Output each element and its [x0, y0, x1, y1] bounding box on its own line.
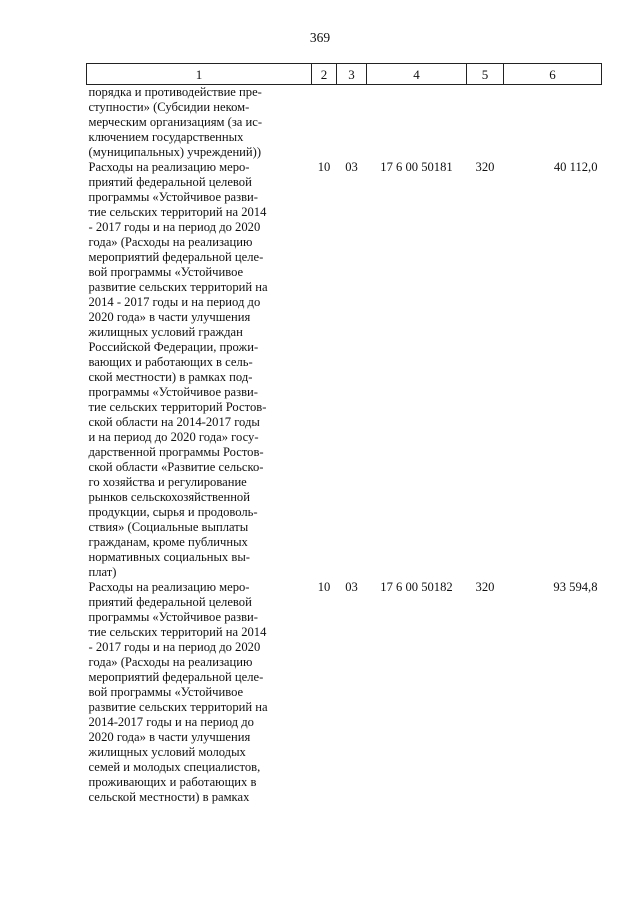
description-line: мероприятий федеральной целе- — [88, 250, 264, 264]
description-line: порядка и противодействие пре- — [88, 85, 262, 99]
row-description — [87, 580, 312, 805]
header-col-4: 4 — [367, 64, 467, 85]
description-line: вой программы «Устойчивое — [88, 265, 244, 279]
expense-type-code: 320 — [475, 160, 495, 174]
description-line: продукции, сырья и продоволь- — [88, 505, 258, 519]
description-line: жилищных условий граждан — [88, 325, 243, 339]
description-line: и на период до 2020 года» госу- — [88, 430, 259, 444]
description-line: - 2017 годы и на период до 2020 — [88, 220, 261, 234]
description-line: приятий федеральной целевой — [88, 595, 252, 609]
header-col-5: 5 — [467, 64, 504, 85]
description-line: ской местности) в рамках под- — [88, 370, 253, 384]
description-line: мероприятий федеральной целе- — [88, 670, 264, 684]
description-line: года» (Расходы на реализацию — [88, 235, 253, 249]
description-line: 2020 года» в части улучшения — [88, 310, 251, 324]
description-line: 2020 года» в части улучшения — [88, 730, 251, 744]
description-line: развитие сельских территорий на — [88, 700, 268, 714]
description-line: нормативных социальных вы- — [88, 550, 250, 564]
description-line: программы «Устойчивое разви- — [88, 190, 258, 204]
page-number: 369 — [309, 30, 331, 45]
description-line: года» (Расходы на реализацию — [88, 655, 253, 669]
description-line: ской области «Развитие сельско- — [88, 460, 264, 474]
description-line: ключением государственных — [88, 130, 244, 144]
description-line: - 2017 годы и на период до 2020 — [88, 640, 261, 654]
amount-value: 40 112,0 — [553, 160, 598, 174]
description-line: развитие сельских территорий на — [88, 280, 268, 294]
description-line: дарственной программы Ростов- — [88, 445, 264, 459]
description-line: Расходы на реализацию меро- — [88, 160, 250, 174]
description-line: жилищных условий молодых — [88, 745, 246, 759]
description-line: 2014-2017 годы и на период до — [88, 715, 254, 729]
subsection-code: 03 — [345, 580, 358, 594]
description-line: 2014 - 2017 годы и на период до — [88, 295, 261, 309]
header-row — [87, 64, 602, 85]
description-line: (муниципальных) учреждений)) — [88, 145, 262, 159]
section-code: 10 — [317, 580, 331, 594]
description-line: го хозяйства и регулирование — [88, 475, 247, 489]
table-row — [87, 160, 602, 580]
description-line: вающих и работающих в сель- — [88, 355, 253, 369]
description-line: приятий федеральной целевой — [88, 175, 252, 189]
continuation-description — [87, 85, 312, 161]
description-line: проживающих и работающих в — [88, 775, 257, 789]
header-col-3: 3 — [337, 64, 367, 85]
header-col-2: 2 — [312, 64, 337, 85]
description-line: тие сельских территорий на 2014 — [88, 625, 267, 639]
description-line: плат) — [88, 565, 117, 579]
description-line: Расходы на реализацию меро- — [88, 580, 250, 594]
target-code: 17 6 00 50182 — [380, 580, 453, 594]
target-code: 17 6 00 50181 — [380, 160, 453, 174]
description-line: программы «Устойчивое разви- — [88, 610, 258, 624]
description-line: ступности» (Субсидии неком- — [88, 100, 250, 114]
amount-value: 93 594,8 — [553, 580, 598, 594]
description-line: сельской местности) в рамках — [88, 790, 250, 804]
continuation-row — [87, 85, 602, 161]
expense-type-code: 320 — [475, 580, 495, 594]
header-col-1: 1 — [87, 64, 312, 85]
description-line: Российской Федерации, прожи- — [88, 340, 259, 354]
description-line: семей и молодых специалистов, — [88, 760, 261, 774]
description-line: гражданам, кроме публичных — [88, 535, 248, 549]
description-line: тие сельских территорий Ростов- — [88, 400, 267, 414]
header-col-6: 6 — [504, 64, 602, 85]
row-description — [87, 160, 312, 580]
section-code: 10 — [317, 160, 331, 174]
description-line: программы «Устойчивое разви- — [88, 385, 258, 399]
description-line: ствия» (Социальные выплаты — [88, 520, 249, 534]
subsection-code: 03 — [345, 160, 358, 174]
description-line: тие сельских территорий на 2014 — [88, 205, 267, 219]
description-line: мерческим организациям (за ис- — [88, 115, 263, 129]
table-row — [87, 580, 602, 805]
description-line: вой программы «Устойчивое — [88, 685, 244, 699]
description-line: рынков сельскохозяйственной — [88, 490, 250, 504]
description-line: ской области на 2014-2017 годы — [88, 415, 260, 429]
budget-table — [86, 63, 602, 805]
